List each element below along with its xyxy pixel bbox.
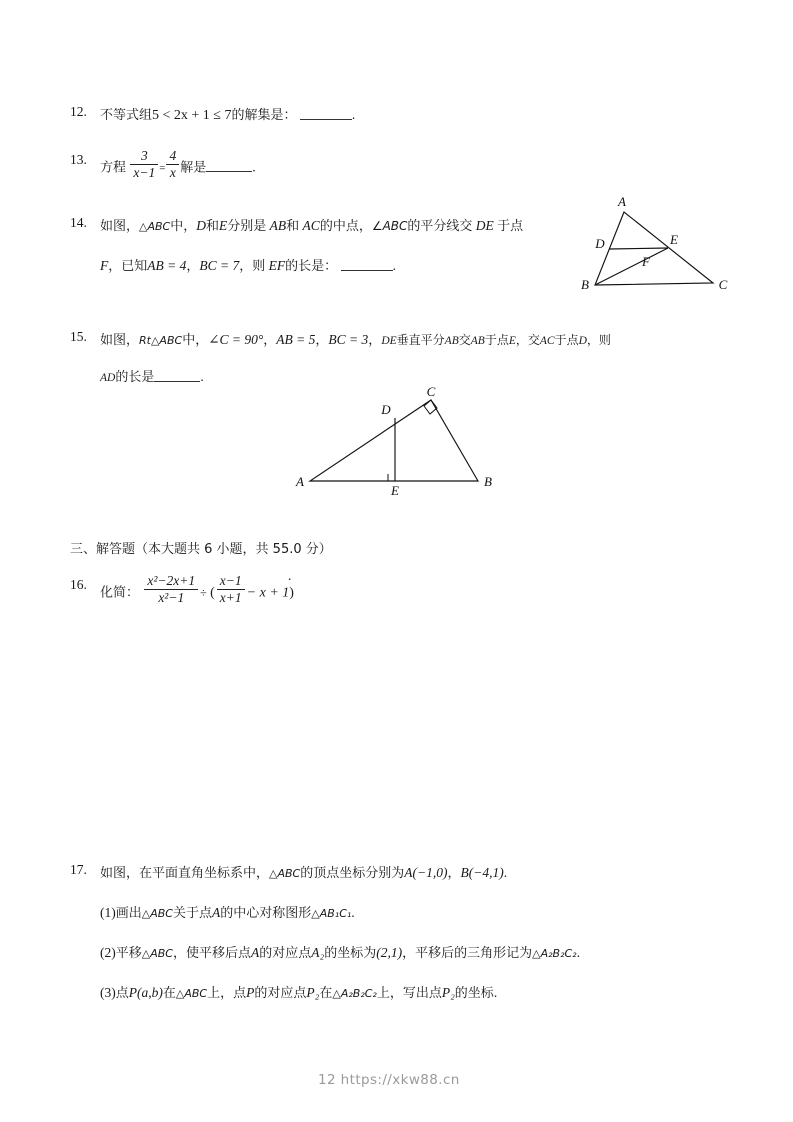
q15-point-d: D: [578, 335, 587, 347]
q17-p2-point-a: A: [251, 945, 260, 960]
q16-denominator-1: x²−1: [144, 589, 198, 606]
q13-denominator-right: x: [166, 164, 179, 181]
question-17-line-1: [100, 858, 507, 889]
q14-segment-ac: AC: [302, 218, 320, 233]
q15-label-b: B: [484, 474, 492, 489]
q13-period: .: [252, 159, 256, 175]
q14-l2-t2: 则: [252, 259, 266, 274]
q14-l2-comma1: ，: [186, 259, 200, 274]
q13-equals: =: [159, 162, 166, 175]
q17-p1-marker: (1): [100, 905, 116, 920]
q14-l2-t1: ，已知: [108, 259, 148, 274]
q15-l1-t2: 中，: [182, 333, 209, 348]
q14-eq-bc: BC = 7: [199, 258, 240, 273]
q17-l1-period: .: [503, 865, 508, 880]
q15-l1-comma3: ，: [368, 333, 382, 348]
page-watermark: 12 https://xkw88.cn: [318, 1072, 460, 1088]
question-17-part-3: [100, 978, 497, 1009]
q13-fraction-left: [130, 148, 158, 180]
q14-bisector-be: [595, 248, 668, 285]
q16-divide-operator: ÷: [200, 585, 207, 600]
q17-p2-t4: 的坐标为: [324, 946, 377, 961]
q14-answer-blank[interactable]: [341, 258, 393, 271]
q17-p2-point-a2: A₂: [311, 945, 325, 960]
q15-right-angle-e: [388, 474, 395, 481]
q12-tail: 的解集是：: [231, 108, 297, 123]
q17-triangle-abc: △ABC: [269, 867, 301, 880]
q13-lead: 方程: [100, 160, 127, 176]
q17-p3-point-p2-sub: P₂: [306, 985, 320, 1000]
q15-point-e: E: [508, 335, 516, 347]
question-13-number: 13.: [70, 152, 87, 167]
q12-answer-blank[interactable]: [300, 107, 352, 120]
q17-p3-point-p2b: P₂: [441, 985, 455, 1000]
q13-numerator-left: 3: [140, 148, 148, 163]
q17-p2-coord: (2,1): [376, 945, 403, 960]
q17-p2-period: .: [576, 945, 580, 960]
question-15-line-2: [100, 362, 204, 393]
question-17-number: 17.: [70, 862, 87, 877]
q15-triangle-outline: [310, 400, 478, 481]
q14-label-b: B: [581, 277, 589, 292]
q14-midsegment-de: [609, 248, 668, 249]
q17-p3-marker: (3): [100, 985, 116, 1000]
q15-eq-bc: BC = 3: [328, 332, 369, 347]
q14-l1-t2: 中，: [170, 219, 197, 234]
q15-l2-t1: 的长是: [115, 370, 155, 385]
question-17-part-2: [100, 938, 580, 969]
q15-l1-t4: 交: [458, 333, 471, 347]
q17-p2-triangle: △ABC: [141, 947, 173, 960]
q17-p3-t7: 的坐标: [454, 986, 494, 1001]
q15-l1-comma1: ，: [263, 333, 277, 348]
question-14-figure: [575, 196, 745, 306]
q14-segment-de: DE: [475, 218, 494, 233]
q14-l2-t3: 的长是：: [285, 259, 338, 274]
question-14-line-2: [100, 251, 396, 282]
q17-p3-t3: 上，点: [207, 986, 247, 1001]
q17-p3-period: .: [493, 985, 498, 1000]
q13-numerator-right: 4: [169, 148, 177, 163]
q14-point-d: D: [196, 218, 206, 233]
q15-l1-t5: 于点: [484, 333, 509, 347]
q13-answer-blank[interactable]: [206, 159, 252, 172]
q16-minus-term: − x + 1: [246, 585, 290, 601]
q14-label-e: E: [670, 232, 678, 247]
q14-segment-ef: EF: [268, 258, 286, 273]
q17-p1-period: .: [351, 905, 355, 920]
q17-p1-point-a: A: [212, 905, 221, 920]
q13-tail: 解是: [180, 160, 207, 176]
q15-period: .: [200, 369, 204, 384]
q14-label-d: D: [595, 236, 605, 251]
q17-p3-triangle: △ABC: [175, 987, 208, 1000]
question-12-text: [100, 100, 355, 131]
q14-segment-ab: AB: [269, 218, 287, 233]
q16-numerator-1: x²−2x+1: [147, 573, 196, 588]
q15-eq-ab: AB = 5: [276, 332, 316, 347]
q17-p3-point-p: P(a,b): [128, 985, 163, 1000]
q17-p1-t3: 的中心对称图形: [220, 906, 312, 921]
question-17-part-1: [100, 898, 355, 929]
q15-segment-de: DE: [381, 335, 397, 347]
q16-fraction-2: [217, 573, 245, 606]
question-14-number: 14.: [70, 215, 87, 230]
q14-label-f: F: [642, 254, 650, 269]
q17-p2-t5: ，平移后的三角形记为: [402, 946, 533, 961]
question-15-number: 15.: [70, 329, 87, 344]
q17-p1-triangle: △ABC: [141, 907, 173, 920]
q17-p3-t2: 在: [162, 986, 176, 1001]
q15-rt-triangle-abc: Rt△ABC: [139, 334, 183, 347]
q12-period: .: [351, 107, 356, 122]
q15-l1-t6: ，交: [515, 333, 540, 347]
q16-close-paren: ): [289, 585, 294, 601]
q14-l1-t6: 的中点，: [319, 219, 372, 234]
q15-angle-c: ∠C = 90°: [208, 332, 264, 347]
question-16-number: 16.: [70, 577, 87, 592]
q17-p3-t1: 点: [115, 986, 129, 1001]
q15-l1-t3: 垂直平分: [396, 333, 445, 347]
q15-segment-ab2: AB: [470, 335, 485, 347]
question-16-text: [100, 573, 294, 609]
section-header-3: 三、解答题（本大题共 6 小题，共 55.0 分）: [70, 542, 332, 557]
q14-l1-t7: 的平分线交: [407, 219, 473, 234]
q15-l1-comma2: ，: [315, 333, 329, 348]
q14-l1-t8: 于点: [497, 219, 524, 234]
q12-inequality: 5 < 2x + 1 ≤ 7: [152, 108, 232, 123]
q14-point-f: F: [100, 258, 109, 273]
q15-l1-t1: 如图，: [100, 333, 140, 348]
q15-l1-t8: ，则: [586, 333, 611, 347]
question-14-line-1: [100, 211, 523, 242]
q14-l1-t1: 如图，: [100, 219, 140, 234]
q13-fraction-right: [166, 148, 179, 180]
q17-p1-result: △AB₁C₁: [311, 907, 352, 920]
q14-label-c: C: [718, 277, 728, 292]
q17-l1-comma: ，: [447, 866, 461, 881]
q17-l1-t1: 如图，在平面直角坐标系中，: [100, 866, 270, 881]
q14-point-e: E: [219, 218, 228, 233]
q16-open-paren: (: [210, 585, 215, 601]
q15-segment-ab: AB: [444, 335, 459, 347]
q17-p3-t4: 的对应点: [254, 986, 307, 1001]
q16-denominator-2: x+1: [217, 589, 245, 606]
q17-p3-t5: 在: [319, 986, 333, 1001]
q17-coord-a: A(−1,0): [404, 865, 448, 880]
q17-p3-triangle2: △A₂B₂C₂: [332, 987, 377, 1000]
q14-angle-abc: ∠ABC: [371, 219, 408, 233]
q17-l1-t2: 的顶点坐标分别为: [300, 866, 405, 881]
q17-p1-t2: 关于点: [172, 906, 212, 921]
q14-l1-t5: 和: [286, 219, 300, 234]
q14-l1-t4: 分别是: [227, 219, 267, 234]
q17-p2-t3: 的对应点: [259, 946, 312, 961]
q16-numerator-2: x−1: [219, 573, 242, 588]
q17-p2-t2: ，使平移后点: [172, 946, 251, 961]
question-13-text: [100, 148, 256, 183]
q14-triangle-abc: △ABC: [139, 220, 171, 233]
q14-label-a: A: [618, 194, 626, 209]
question-12-number: 12.: [70, 104, 87, 119]
q17-coord-b: B(−4,1): [460, 865, 504, 880]
q15-segment-ad: AD: [100, 372, 116, 384]
q16-lead: 化简：: [100, 585, 140, 601]
q15-label-c: C: [426, 384, 436, 399]
q15-label-e: E: [391, 483, 399, 498]
q17-p3-t6: 上，写出点: [376, 986, 442, 1001]
q14-l2-comma2: ，: [239, 259, 253, 274]
question-16-period: .: [288, 568, 292, 583]
q15-l1-t7: 于点: [554, 333, 579, 347]
question-15-line-1: [100, 325, 611, 356]
question-15-figure: [295, 384, 505, 505]
q12-lead: 不等式组: [100, 108, 153, 123]
q15-answer-blank[interactable]: [154, 369, 200, 382]
q13-denominator-left: x−1: [130, 164, 158, 181]
q15-label-a: A: [296, 474, 304, 489]
q15-label-d: D: [381, 402, 391, 417]
q14-l1-t3: 和: [206, 219, 220, 234]
q15-segment-ac: AC: [539, 335, 555, 347]
q16-fraction-1: [144, 573, 198, 606]
q14-period: .: [392, 258, 396, 273]
q17-p2-marker: (2): [100, 945, 116, 960]
q17-p2-t1: 平移: [115, 946, 142, 961]
q17-p3-point-p2: P: [246, 985, 255, 1000]
q17-p1-t1: 画出: [115, 906, 142, 921]
q17-p2-result: △A₂B₂C₂: [532, 947, 577, 960]
q14-eq-ab: AB = 4: [147, 258, 187, 273]
